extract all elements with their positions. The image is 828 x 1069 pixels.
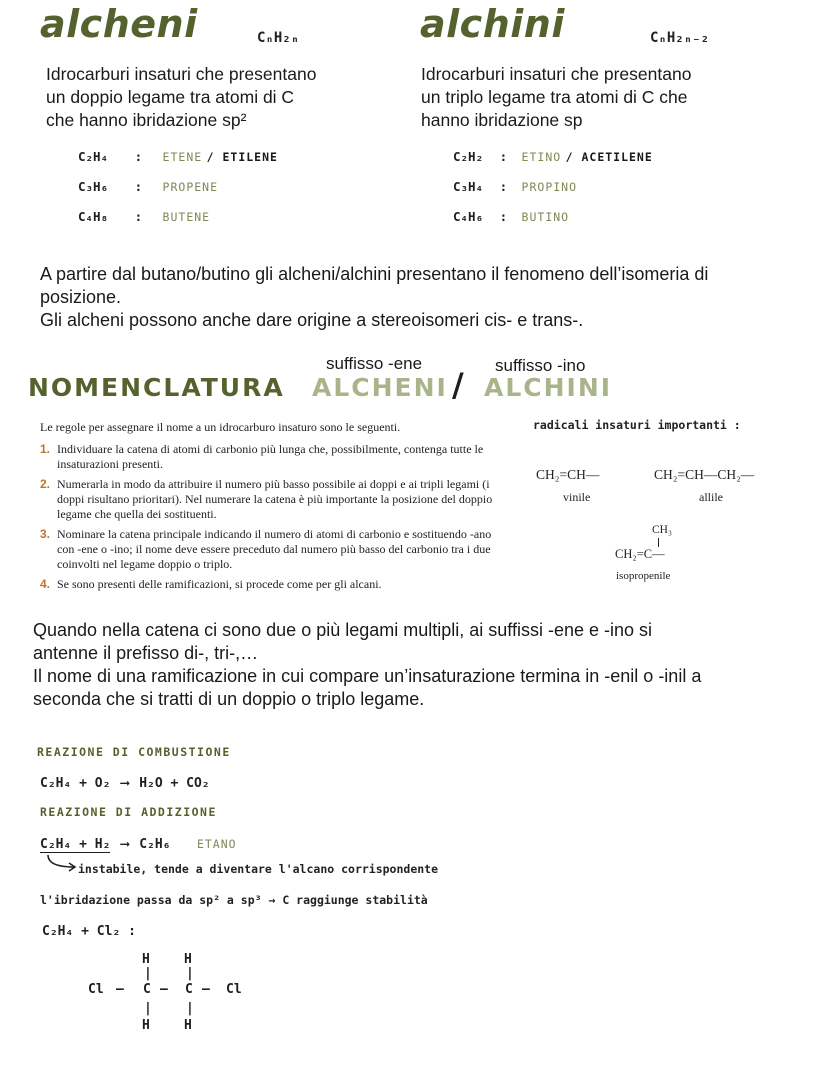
addition-note-hybridization: l'ibridazione passa da sp² a sp³ → C raggiunge stabilità bbox=[40, 893, 428, 907]
radical-allyl-name: allile bbox=[699, 490, 723, 504]
atom-h: H bbox=[142, 952, 150, 967]
example-formula: C₂H₄ bbox=[78, 149, 109, 164]
example-name: BUTINO bbox=[521, 210, 570, 224]
suffix-ino-label: suffisso -ino bbox=[495, 356, 586, 375]
example-formula: C₂H₂ bbox=[453, 149, 484, 164]
alkenes-general-formula: CₙH₂ₙ bbox=[257, 30, 300, 46]
example-formula: C₄H₈ bbox=[78, 209, 109, 224]
rules-list bbox=[40, 442, 496, 592]
dichloroethane-structure bbox=[88, 948, 258, 1038]
example-separator: : bbox=[134, 149, 143, 164]
alkynes-title: alchini bbox=[420, 2, 565, 46]
rule-item bbox=[40, 442, 496, 472]
example-name: ETENE bbox=[162, 150, 203, 164]
example-name: PROPENE bbox=[162, 180, 219, 194]
alkyne-example-row bbox=[453, 148, 653, 166]
alkynes-description bbox=[421, 63, 801, 132]
atom-h: H bbox=[142, 1018, 150, 1033]
rule-number: 3. bbox=[40, 527, 51, 541]
paragraph-line: Gli alcheni possono anche dare origine a stereoisomeri cis- e trans-. bbox=[40, 310, 584, 330]
paragraph-line: posizione. bbox=[40, 287, 122, 307]
rule-item bbox=[40, 577, 496, 592]
rule-number: 2. bbox=[40, 477, 51, 491]
bond: — bbox=[202, 982, 210, 997]
radical-isopropenyl-bond bbox=[658, 538, 659, 547]
radical-vinyl-name: vinile bbox=[563, 490, 591, 504]
desc-line: hanno ibridazione sp bbox=[421, 110, 583, 130]
nomenclature-alkynes: ALCHINI bbox=[484, 373, 613, 402]
alkene-example-row bbox=[78, 178, 218, 196]
equation-rhs: H₂O + CO₂ bbox=[139, 776, 210, 791]
paragraph-line: Il nome di una ramificazione in cui compare un’insaturazione termina in -enil o -inil a bbox=[33, 666, 702, 686]
arrow-icon: ⟶ bbox=[120, 776, 129, 791]
alkene-example-row bbox=[78, 148, 278, 166]
paragraph-line: antenne il prefisso di-, tri-,… bbox=[33, 643, 259, 663]
atom-h: H bbox=[184, 952, 192, 967]
example-formula: C₄H₆ bbox=[453, 209, 484, 224]
radical-isopropenyl-name: isopropenile bbox=[616, 570, 671, 582]
equation-lhs: C₂H₄ + H₂ bbox=[40, 837, 111, 852]
nomenclature-title: NOMENCLATURA bbox=[28, 373, 285, 402]
atom-cl: Cl bbox=[88, 982, 104, 997]
alkyne-example-row bbox=[453, 208, 569, 226]
rule-item bbox=[40, 477, 496, 522]
bond: | bbox=[144, 966, 152, 981]
equation-lhs: C₂H₄ + O₂ bbox=[40, 776, 111, 791]
addition-note-unstable: instabile, tende a diventare l'alcano corrispondente bbox=[78, 862, 439, 876]
bond: | bbox=[186, 966, 194, 981]
atom-c: C bbox=[185, 982, 193, 997]
desc-line: Idrocarburi insaturi che presentano bbox=[46, 64, 317, 84]
desc-line: un triplo legame tra atomi di C che bbox=[421, 87, 688, 107]
example-alt-name: / ETILENE bbox=[206, 150, 278, 164]
desc-line: Idrocarburi insaturi che presentano bbox=[421, 64, 692, 84]
rule-text: Nominare la catena principale indicando il numero di atomi di carbonio e sostituendo -ano con -ene o -ino; il nome deve essere preceduto dal numero più basso del carbonio tra i due coinvolti nel legame doppio o triplo. bbox=[57, 527, 492, 571]
example-name: PROPINO bbox=[521, 180, 578, 194]
radical-isopropenyl-formula: CH₂=C— bbox=[615, 547, 665, 561]
paragraph-line: A partire dal butano/butino gli alcheni/alchini presentano il fenomeno dell’isomeria di bbox=[40, 264, 709, 284]
chlorine-addition: C₂H₄ + Cl₂ : bbox=[42, 924, 136, 939]
isomerism-paragraph bbox=[40, 263, 810, 332]
rule-item bbox=[40, 527, 496, 572]
radical-isopropenyl-top: CH₃ bbox=[652, 524, 672, 536]
example-name: BUTENE bbox=[162, 210, 211, 224]
product-name: ETANO bbox=[196, 837, 237, 851]
bond: | bbox=[186, 1001, 194, 1016]
alkenes-description bbox=[46, 63, 406, 132]
radicals-title: radicali insaturi importanti : bbox=[533, 418, 741, 432]
atom-c: C bbox=[143, 982, 151, 997]
radical-allyl-formula: CH₂=CH—CH₂— bbox=[654, 467, 755, 482]
example-alt-name: / ACETILENE bbox=[565, 150, 653, 164]
example-name: ETINO bbox=[521, 150, 562, 164]
addition-title: REAZIONE DI ADDIZIONE bbox=[40, 805, 217, 819]
bond: — bbox=[160, 982, 168, 997]
radical-vinyl-formula: CH₂=CH— bbox=[536, 467, 600, 482]
example-separator: : bbox=[499, 149, 508, 164]
desc-line: che hanno ibridazione sp² bbox=[46, 110, 247, 130]
desc-line: un doppio legame tra atomi di C bbox=[46, 87, 295, 107]
rules-intro: Le regole per assegnare il nome a un idrocarburo insaturo sono le seguenti. bbox=[40, 420, 401, 434]
nomenclature-alkenes: ALCHENI bbox=[312, 373, 448, 402]
alkenes-title: alcheni bbox=[40, 2, 198, 46]
example-formula: C₃H₆ bbox=[78, 179, 109, 194]
rule-text: Se sono presenti delle ramificazioni, si procede come per gli alcani. bbox=[57, 577, 382, 591]
alkene-example-row bbox=[78, 208, 210, 226]
suffix-ene-label: suffisso -ene bbox=[326, 354, 423, 373]
bond: | bbox=[144, 1001, 152, 1016]
nomenclature-slash: / bbox=[452, 366, 464, 404]
atom-cl: Cl bbox=[226, 982, 242, 997]
example-separator: : bbox=[134, 209, 143, 224]
paragraph-line: seconda che si tratti di un doppio o triplo legame. bbox=[33, 689, 425, 709]
combustion-equation bbox=[40, 774, 210, 792]
example-separator: : bbox=[499, 179, 508, 194]
example-separator: : bbox=[499, 209, 508, 224]
bond: — bbox=[116, 982, 124, 997]
paragraph-line: Quando nella catena ci sono due o più legami multipli, ai suffissi -ene e -ino si bbox=[33, 620, 653, 640]
example-formula: C₃H₄ bbox=[453, 179, 484, 194]
addition-equation bbox=[40, 835, 237, 853]
alkynes-general-formula: CₙH₂ₙ₋₂ bbox=[650, 30, 710, 46]
rule-number: 4. bbox=[40, 577, 51, 591]
rule-text: Numerarla in modo da attribuire il numero più basso possibile ai doppi e ai tripli legami (i doppi risultano prioritari). Nel numerare la catena è più importante la posizione del doppio legame che quella dei sostituenti. bbox=[57, 477, 493, 521]
arrow-icon: ⟶ bbox=[120, 837, 129, 852]
combustion-title: REAZIONE DI COMBUSTIONE bbox=[37, 745, 231, 759]
multiple-bonds-paragraph bbox=[33, 619, 813, 711]
rules-section bbox=[40, 420, 496, 597]
rule-number: 1. bbox=[40, 442, 51, 456]
atom-h: H bbox=[184, 1018, 192, 1033]
equation-rhs: C₂H₆ bbox=[139, 837, 171, 852]
rule-text: Individuare la catena di atomi di carbonio più lunga che, possibilmente, contenga tutte le insaturazioni presenti. bbox=[57, 442, 484, 471]
example-separator: : bbox=[134, 179, 143, 194]
alkyne-example-row bbox=[453, 178, 577, 196]
